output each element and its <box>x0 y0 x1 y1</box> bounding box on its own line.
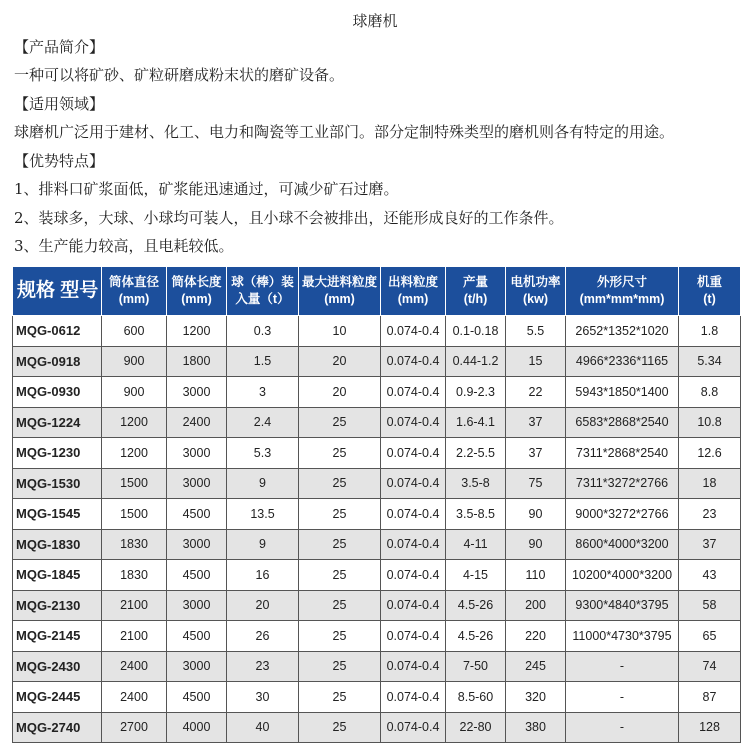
model-cell: MQG-0612 <box>13 316 102 347</box>
table-cell: 20 <box>227 590 299 621</box>
table-cell: 25 <box>299 621 381 652</box>
column-header: 电机功率 (kw) <box>506 267 566 316</box>
table-cell: 3.5-8.5 <box>446 499 506 530</box>
column-header: 球（棒）装入量（t） <box>227 267 299 316</box>
table-row <box>13 560 741 591</box>
table-cell: 26 <box>227 621 299 652</box>
table-cell: 2400 <box>167 407 227 438</box>
table-cell: 4500 <box>167 621 227 652</box>
table-cell: - <box>566 651 679 682</box>
table-cell: 15 <box>506 346 566 377</box>
table-cell: 1800 <box>167 346 227 377</box>
table-cell: 4966*2336*1165 <box>566 346 679 377</box>
table-cell: 0.074-0.4 <box>381 468 446 499</box>
column-header: 出料粒度 (mm) <box>381 267 446 316</box>
column-header: 机重 (t) <box>679 267 741 316</box>
table-cell: 110 <box>506 560 566 591</box>
table-cell: 600 <box>102 316 167 347</box>
table-cell: 8.8 <box>679 377 741 408</box>
text-line: 3、生产能力较高，且电耗较低。 <box>14 237 234 255</box>
table-cell: 1830 <box>102 560 167 591</box>
table-cell: 2100 <box>102 590 167 621</box>
section-heading: 【适用领域】 <box>14 95 105 113</box>
table-cell: 58 <box>679 590 741 621</box>
table-cell: 37 <box>679 529 741 560</box>
table-cell: 25 <box>299 590 381 621</box>
table-cell: 12.6 <box>679 438 741 469</box>
table-cell: 0.074-0.4 <box>381 682 446 713</box>
table-cell: 9 <box>227 468 299 499</box>
table-cell: 4.5-26 <box>446 590 506 621</box>
model-cell: MQG-2740 <box>13 712 102 743</box>
section-heading: 【产品简介】 <box>14 38 105 56</box>
table-cell: 25 <box>299 651 381 682</box>
table-cell: 0.074-0.4 <box>381 529 446 560</box>
table-cell: 25 <box>299 560 381 591</box>
table-row <box>13 468 741 499</box>
table-row <box>13 651 741 682</box>
table-cell: 25 <box>299 529 381 560</box>
table-cell: 4-11 <box>446 529 506 560</box>
table-cell: 13.5 <box>227 499 299 530</box>
table-cell: 3 <box>227 377 299 408</box>
column-header: 筒体长度 (mm) <box>167 267 227 316</box>
table-cell: 7-50 <box>446 651 506 682</box>
table-row <box>13 621 741 652</box>
table-row <box>13 377 741 408</box>
table-cell: 0.074-0.4 <box>381 377 446 408</box>
table-row <box>13 407 741 438</box>
table-row <box>13 682 741 713</box>
table-cell: 1500 <box>102 468 167 499</box>
table-cell: 0.074-0.4 <box>381 407 446 438</box>
table-cell: 320 <box>506 682 566 713</box>
table-cell: 4500 <box>167 682 227 713</box>
table-cell: 1.6-4.1 <box>446 407 506 438</box>
table-cell: 0.9-2.3 <box>446 377 506 408</box>
table-cell: 9300*4840*3795 <box>566 590 679 621</box>
table-cell: 18 <box>679 468 741 499</box>
model-cell: MQG-1230 <box>13 438 102 469</box>
page-title: 球磨机 <box>352 12 398 30</box>
table-cell: 2652*1352*1020 <box>566 316 679 347</box>
table-cell: 22 <box>506 377 566 408</box>
table-cell: 87 <box>679 682 741 713</box>
model-cell: MQG-1224 <box>13 407 102 438</box>
table-cell: 25 <box>299 712 381 743</box>
table-cell: 7311*2868*2540 <box>566 438 679 469</box>
table-cell: 75 <box>506 468 566 499</box>
table-header-row <box>13 267 741 316</box>
table-cell: 2.4 <box>227 407 299 438</box>
table-cell: 1830 <box>102 529 167 560</box>
text-line: 球磨机广泛用于建材、化工、电力和陶瓷等工业部门。部分定制特殊类型的磨机则各有特定的用途。 <box>14 123 675 141</box>
section-heading: 【优势特点】 <box>14 152 105 170</box>
table-cell: 3.5-8 <box>446 468 506 499</box>
table-cell: 0.074-0.4 <box>381 560 446 591</box>
table-cell: 0.074-0.4 <box>381 590 446 621</box>
table-cell: 0.1-0.18 <box>446 316 506 347</box>
column-header: 产量 (t/h) <box>446 267 506 316</box>
table-cell: 74 <box>679 651 741 682</box>
table-cell: 3000 <box>167 377 227 408</box>
model-cell: MQG-2430 <box>13 651 102 682</box>
table-cell: 23 <box>679 499 741 530</box>
table-cell: 900 <box>102 377 167 408</box>
table-cell: 23 <box>227 651 299 682</box>
table-cell: 10.8 <box>679 407 741 438</box>
table-cell: 43 <box>679 560 741 591</box>
table-cell: 0.074-0.4 <box>381 499 446 530</box>
table-cell: 1500 <box>102 499 167 530</box>
table-cell: 0.074-0.4 <box>381 346 446 377</box>
table-cell: 245 <box>506 651 566 682</box>
table-cell: 2400 <box>102 682 167 713</box>
table-cell: 1.8 <box>679 316 741 347</box>
table-cell: 0.074-0.4 <box>381 712 446 743</box>
table-cell: 5943*1850*1400 <box>566 377 679 408</box>
table-cell: 16 <box>227 560 299 591</box>
table-cell: 2700 <box>102 712 167 743</box>
table-cell: 25 <box>299 499 381 530</box>
table-cell: 0.074-0.4 <box>381 316 446 347</box>
table-cell: 1.5 <box>227 346 299 377</box>
table-cell: 20 <box>299 346 381 377</box>
model-cell: MQG-1545 <box>13 499 102 530</box>
table-cell: 10200*4000*3200 <box>566 560 679 591</box>
model-cell: MQG-0918 <box>13 346 102 377</box>
table-row <box>13 529 741 560</box>
table-cell: 8.5-60 <box>446 682 506 713</box>
table-cell: 4500 <box>167 560 227 591</box>
table-cell: 7311*3272*2766 <box>566 468 679 499</box>
table-cell: 4500 <box>167 499 227 530</box>
table-cell: 128 <box>679 712 741 743</box>
model-cell: MQG-0930 <box>13 377 102 408</box>
table-cell: 6583*2868*2540 <box>566 407 679 438</box>
table-cell: 2400 <box>102 651 167 682</box>
table-cell: 8600*4000*3200 <box>566 529 679 560</box>
table-cell: 25 <box>299 407 381 438</box>
table-cell: 22-80 <box>446 712 506 743</box>
table-cell: 0.44-1.2 <box>446 346 506 377</box>
column-header: 外形尺寸 (mm*mm*mm) <box>566 267 679 316</box>
table-row <box>13 712 741 743</box>
table-cell: 4-15 <box>446 560 506 591</box>
table-cell: 90 <box>506 529 566 560</box>
table-cell: 0.074-0.4 <box>381 651 446 682</box>
table-cell: 220 <box>506 621 566 652</box>
table-cell: 5.5 <box>506 316 566 347</box>
table-cell: 5.34 <box>679 346 741 377</box>
table-cell: 9000*3272*2766 <box>566 499 679 530</box>
table-cell: 0.074-0.4 <box>381 438 446 469</box>
model-cell: MQG-2145 <box>13 621 102 652</box>
model-cell: MQG-1845 <box>13 560 102 591</box>
table-cell: 37 <box>506 438 566 469</box>
table-cell: - <box>566 682 679 713</box>
table-cell: - <box>566 712 679 743</box>
table-row <box>13 499 741 530</box>
table-cell: 25 <box>299 682 381 713</box>
table-cell: 4.5-26 <box>446 621 506 652</box>
model-cell: MQG-1830 <box>13 529 102 560</box>
table-cell: 3000 <box>167 438 227 469</box>
table-cell: 1200 <box>102 407 167 438</box>
table-cell: 4000 <box>167 712 227 743</box>
text-line: 1、排料口矿浆面低，矿浆能迅速通过，可减少矿石过磨。 <box>14 180 399 198</box>
text-line: 2、装球多，大球、小球均可装人，且小球不会被排出，还能形成良好的工作条件。 <box>14 209 564 227</box>
table-cell: 90 <box>506 499 566 530</box>
table-cell: 40 <box>227 712 299 743</box>
table-cell: 20 <box>299 377 381 408</box>
column-header: 规格 型号 <box>13 267 102 316</box>
table-row <box>13 590 741 621</box>
table-cell: 0.3 <box>227 316 299 347</box>
table-cell: 65 <box>679 621 741 652</box>
table-cell: 1200 <box>102 438 167 469</box>
table-cell: 9 <box>227 529 299 560</box>
model-cell: MQG-2130 <box>13 590 102 621</box>
table-row <box>13 346 741 377</box>
table-cell: 0.074-0.4 <box>381 621 446 652</box>
table-cell: 900 <box>102 346 167 377</box>
table-cell: 1200 <box>167 316 227 347</box>
table-cell: 3000 <box>167 590 227 621</box>
table-cell: 200 <box>506 590 566 621</box>
table-cell: 37 <box>506 407 566 438</box>
table-cell: 3000 <box>167 529 227 560</box>
column-header: 最大进料粒度 (mm) <box>299 267 381 316</box>
table-cell: 10 <box>299 316 381 347</box>
text-line: 一种可以将矿砂、矿粒研磨成粉末状的磨矿设备。 <box>14 66 345 84</box>
model-cell: MQG-2445 <box>13 682 102 713</box>
table-cell: 2.2-5.5 <box>446 438 506 469</box>
table-row <box>13 316 741 347</box>
table-cell: 11000*4730*3795 <box>566 621 679 652</box>
table-cell: 5.3 <box>227 438 299 469</box>
table-cell: 25 <box>299 468 381 499</box>
table-row <box>13 438 741 469</box>
table-cell: 380 <box>506 712 566 743</box>
table-cell: 3000 <box>167 651 227 682</box>
table-cell: 30 <box>227 682 299 713</box>
column-header: 筒体直径 (mm) <box>102 267 167 316</box>
table-cell: 3000 <box>167 468 227 499</box>
table-cell: 2100 <box>102 621 167 652</box>
table-cell: 25 <box>299 438 381 469</box>
model-cell: MQG-1530 <box>13 468 102 499</box>
spec-table <box>12 267 741 743</box>
